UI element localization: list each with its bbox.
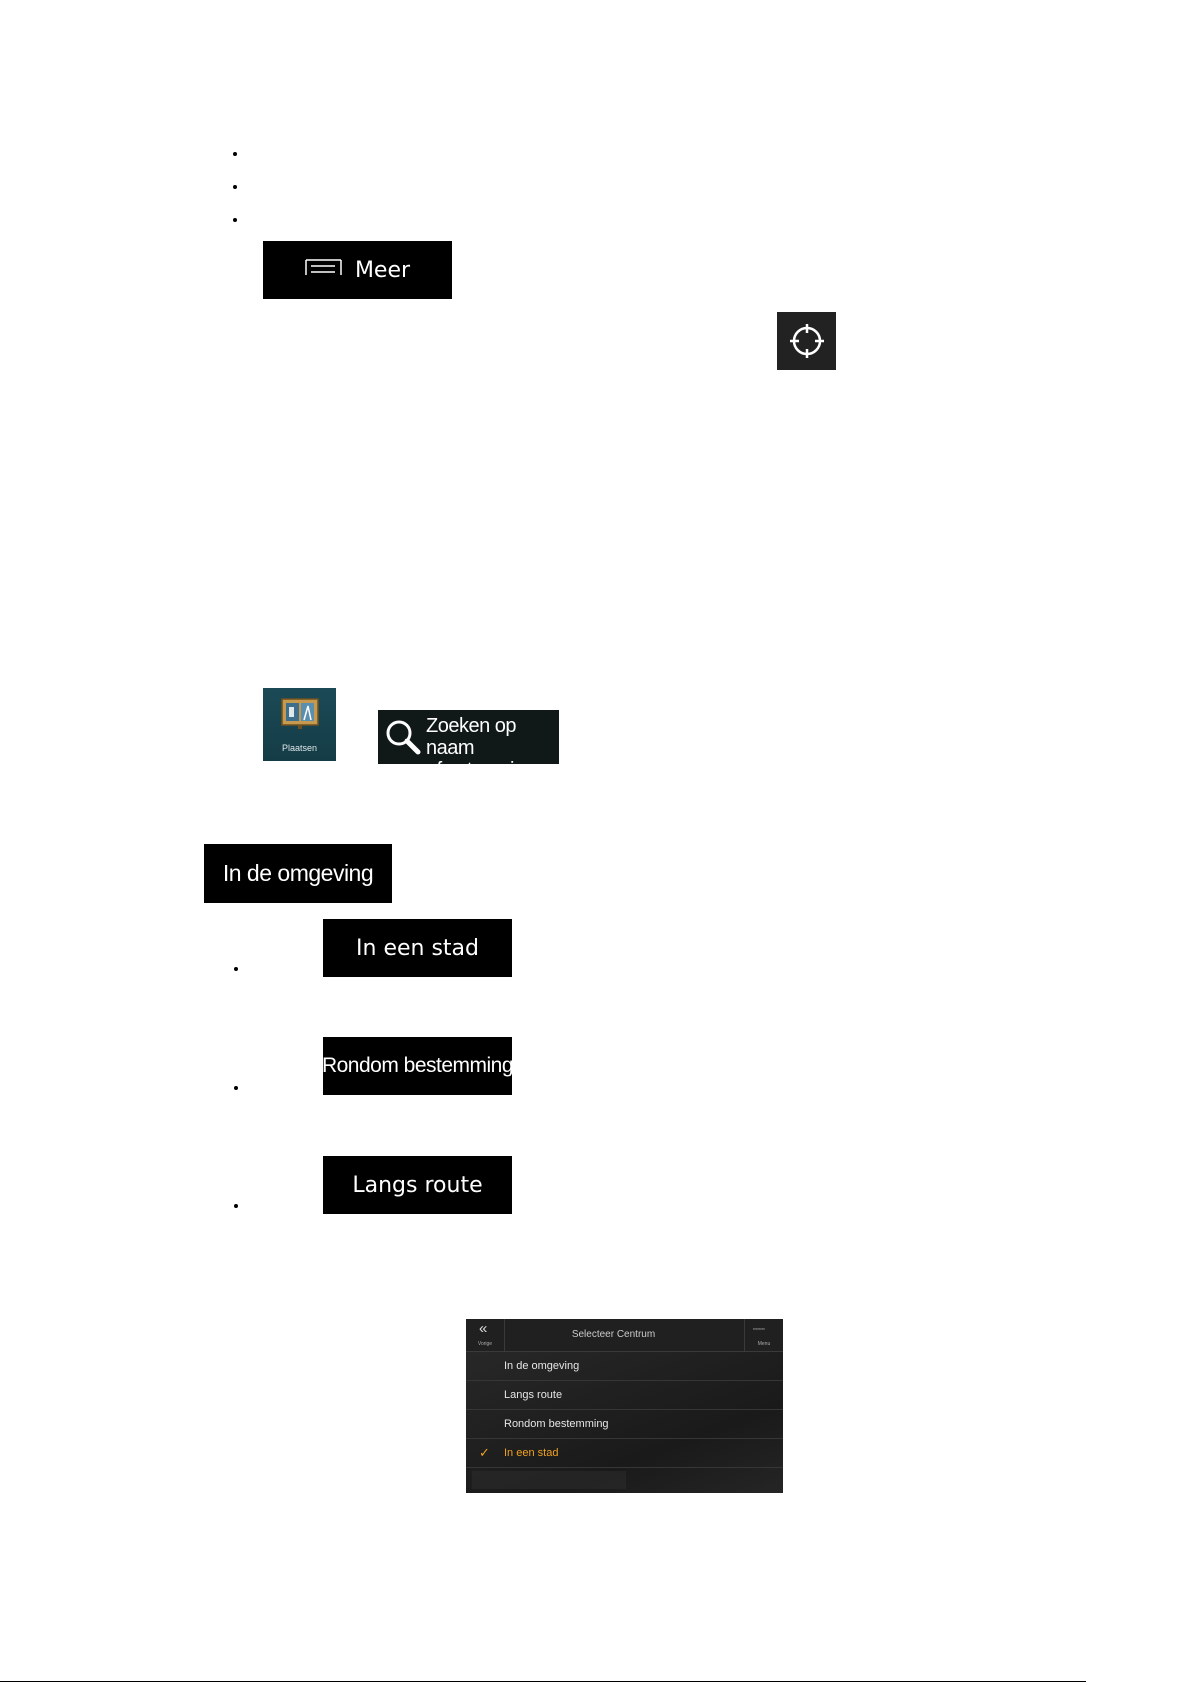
in-een-stad-button[interactable] bbox=[323, 919, 512, 977]
option-label: Rondom bestemming bbox=[504, 1418, 609, 1430]
bullet bbox=[234, 1204, 238, 1208]
menu-lines-icon bbox=[305, 257, 343, 283]
search-label-line2: of categorie bbox=[426, 759, 525, 781]
menu-label: Menu bbox=[757, 1341, 771, 1347]
page-bottom-rule bbox=[0, 1681, 1086, 1682]
places-icon bbox=[280, 696, 320, 730]
double-chevron-left-icon: « bbox=[479, 1320, 488, 1337]
bullet bbox=[234, 1086, 238, 1090]
search-label-line1: Zoeken op naam bbox=[426, 715, 517, 759]
places-label: Plaatsen bbox=[281, 743, 318, 753]
langs-route-button[interactable] bbox=[323, 1156, 512, 1214]
meer-label: Meer bbox=[354, 257, 411, 283]
crosshair-button[interactable] bbox=[777, 312, 836, 370]
faded-bottom-button bbox=[472, 1471, 626, 1489]
magnifier-icon bbox=[384, 718, 424, 758]
option-label: In een stad bbox=[504, 1447, 559, 1459]
in-een-stad-label: In een stad bbox=[356, 935, 479, 961]
langs-route-label: Langs route bbox=[352, 1172, 483, 1198]
checkmark-icon: ✓ bbox=[479, 1445, 490, 1460]
option-langs-route[interactable] bbox=[466, 1381, 783, 1410]
back-button[interactable] bbox=[466, 1319, 505, 1351]
rondom-bestemming-label: Rondom bestemming bbox=[321, 1054, 514, 1077]
option-label: Langs route bbox=[504, 1389, 563, 1401]
bullet bbox=[233, 218, 237, 222]
in-de-omgeving-label: In de omgeving bbox=[222, 860, 374, 886]
places-tile[interactable] bbox=[263, 688, 336, 761]
rondom-bestemming-button[interactable] bbox=[323, 1037, 512, 1095]
screenshot-title: Selecteer Centrum bbox=[571, 1329, 656, 1340]
back-label: Vorige bbox=[477, 1341, 493, 1347]
screenshot-header bbox=[466, 1319, 783, 1352]
crosshair-icon bbox=[789, 323, 825, 359]
bullet bbox=[233, 152, 237, 156]
option-in-een-stad[interactable] bbox=[466, 1439, 783, 1468]
menu-button[interactable] bbox=[744, 1319, 783, 1351]
search-by-name-button[interactable] bbox=[378, 710, 559, 781]
option-rondom-bestemming[interactable] bbox=[466, 1410, 783, 1439]
bullet bbox=[234, 967, 238, 971]
option-label: In de omgeving bbox=[504, 1360, 580, 1372]
option-in-de-omgeving[interactable] bbox=[466, 1352, 783, 1381]
bullet bbox=[233, 185, 237, 189]
grid-menu-icon: ▫▫▫▫ bbox=[753, 1326, 765, 1333]
in-de-omgeving-button[interactable] bbox=[204, 844, 392, 903]
select-center-screenshot bbox=[466, 1319, 783, 1493]
meer-button[interactable] bbox=[263, 241, 452, 299]
